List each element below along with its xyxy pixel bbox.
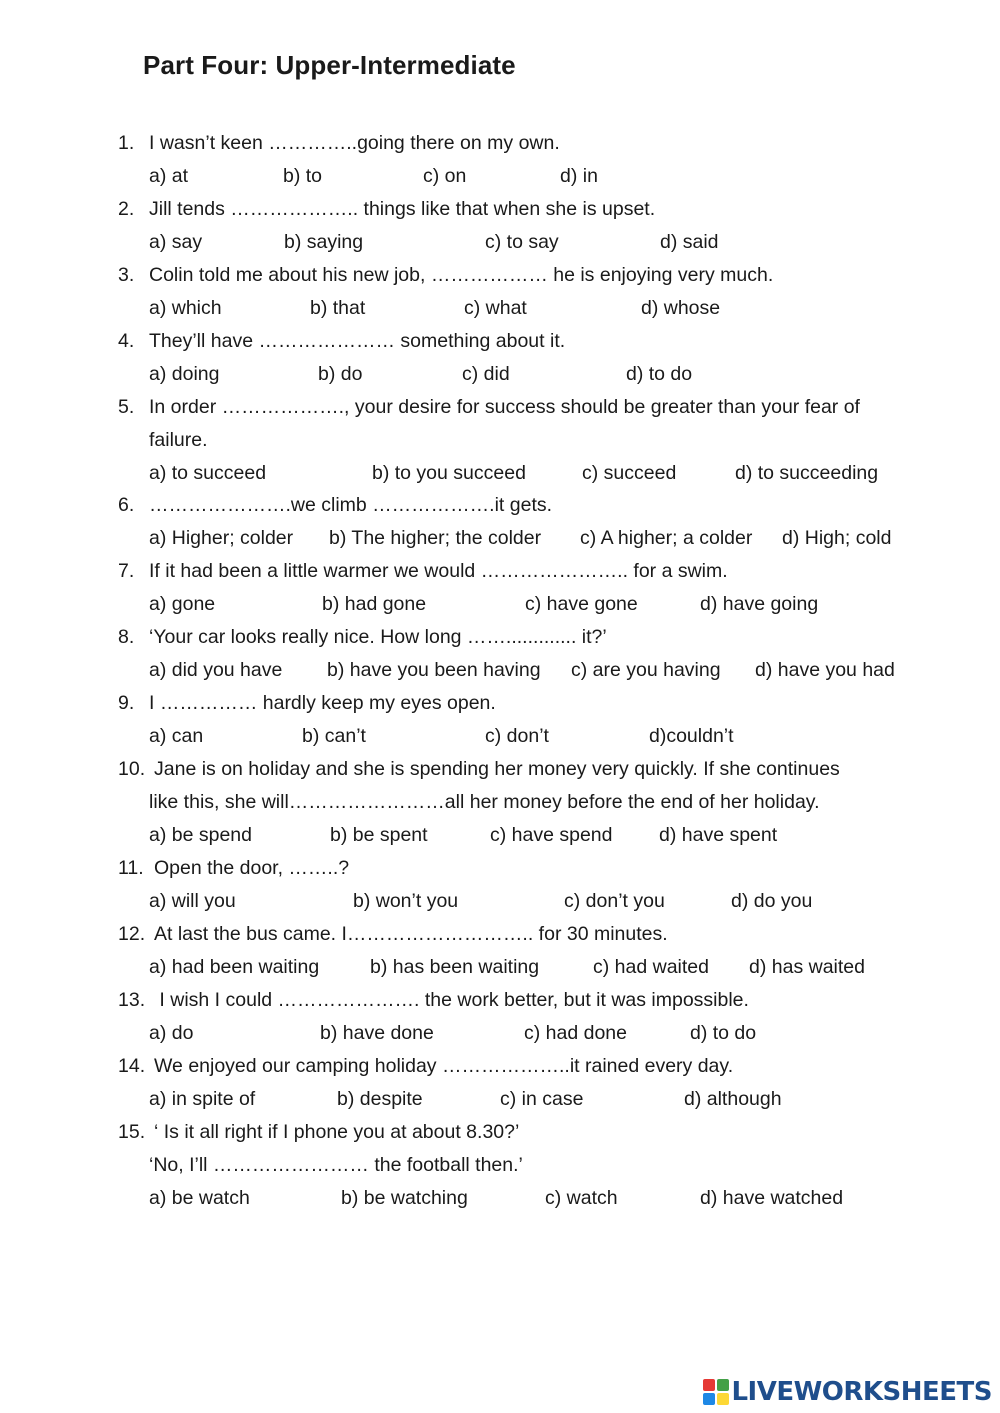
question-12-option-a[interactable]: a) had been waiting [149, 956, 320, 978]
question-2-stem [118, 193, 655, 226]
question-4-option-c[interactable]: c) did [462, 363, 510, 385]
question-6-option-b[interactable]: b) The higher; the colder [329, 527, 542, 549]
question-number: 11. [118, 857, 144, 879]
question-text: At last the bus came. I……………………….. for 30 minutes. [154, 923, 668, 945]
question-13-option-d[interactable]: d) to do [690, 1022, 757, 1044]
question-13-option-b[interactable]: b) have done [320, 1022, 434, 1044]
question-7-option-b[interactable]: b) had gone [322, 593, 427, 615]
question-number: 1. [118, 132, 135, 154]
question-number: 3. [118, 264, 135, 286]
question-15-continuation: ‘No, I’ll …………………… the football then.’ [149, 1154, 523, 1176]
question-number: 13. [118, 989, 146, 1011]
question-8-option-d[interactable]: d) have you had [755, 659, 895, 681]
question-text: Colin told me about his new job, ……………… he is enjoying very much. [149, 264, 774, 286]
question-1-option-a[interactable]: a) at [149, 165, 189, 187]
question-4-option-d[interactable]: d) to do [626, 363, 693, 385]
question-15-option-a[interactable]: a) be watch [149, 1187, 250, 1209]
question-7-stem [118, 555, 728, 588]
question-3-option-c[interactable]: c) what [464, 297, 527, 319]
question-4-option-a[interactable]: a) doing [149, 363, 220, 385]
question-9-option-d[interactable]: d)couldn’t [649, 725, 734, 747]
question-5-option-b[interactable]: b) to you succeed [372, 462, 526, 484]
question-6-stem [118, 489, 552, 522]
question-14-option-c[interactable]: c) in case [500, 1088, 584, 1110]
question-1-option-b[interactable]: b) to [283, 165, 323, 187]
question-14-option-a[interactable]: a) in spite of [149, 1088, 256, 1110]
question-8-option-b[interactable]: b) have you been having [327, 659, 541, 681]
question-text: In order ………………., your desire for success should be greater than your fear of [149, 396, 860, 418]
question-15-stem [118, 1116, 519, 1149]
question-14-option-b[interactable]: b) despite [337, 1088, 423, 1110]
question-9-option-b[interactable]: b) can’t [302, 725, 366, 747]
question-5-option-c[interactable]: c) succeed [582, 462, 677, 484]
question-15-option-d[interactable]: d) have watched [700, 1187, 844, 1209]
question-12-option-c[interactable]: c) had waited [593, 956, 709, 978]
question-number: 6. [118, 494, 135, 516]
question-11-option-d[interactable]: d) do you [731, 890, 813, 912]
question-15-option-b[interactable]: b) be watching [341, 1187, 468, 1209]
question-5-continuation: failure. [149, 429, 208, 451]
question-11-option-c[interactable]: c) don’t you [564, 890, 665, 912]
question-15-option-c[interactable]: c) watch [545, 1187, 618, 1209]
question-number: 14. [118, 1055, 146, 1077]
question-5-stem [118, 391, 860, 424]
question-10-option-c[interactable]: c) have spend [490, 824, 613, 846]
question-13-option-a[interactable]: a) do [149, 1022, 194, 1044]
question-1-option-c[interactable]: c) on [423, 165, 467, 187]
brand-wordmark: LIVEWORKSHEETS [731, 1377, 992, 1407]
liveworksheets-brand [703, 1375, 992, 1409]
question-1-stem [118, 127, 560, 160]
question-text: They’ll have ………………… something about it. [149, 330, 566, 352]
question-3-option-a[interactable]: a) which [149, 297, 222, 319]
question-6-option-a[interactable]: a) Higher; colder [149, 527, 294, 549]
question-13-stem [118, 984, 749, 1017]
question-7-option-a[interactable]: a) gone [149, 593, 216, 615]
question-text: I …………… hardly keep my eyes open. [149, 692, 496, 714]
question-3-stem [118, 259, 773, 292]
question-text: Jane is on holiday and she is spending her money very quickly. If she continues [154, 758, 840, 780]
question-7-option-d[interactable]: d) have going [700, 593, 819, 615]
question-4-option-b[interactable]: b) do [318, 363, 363, 385]
question-4-stem [118, 325, 565, 358]
question-number: 5. [118, 396, 135, 418]
question-2-option-c[interactable]: c) to say [485, 231, 559, 253]
question-8-option-a[interactable]: a) did you have [149, 659, 283, 681]
question-9-option-c[interactable]: c) don’t [485, 725, 549, 747]
question-9-stem [118, 687, 496, 720]
question-text: Open the door, ……..? [154, 857, 350, 879]
question-2-option-d[interactable]: d) said [660, 231, 719, 253]
question-11-option-a[interactable]: a) will you [149, 890, 236, 912]
question-2-option-b[interactable]: b) saying [284, 231, 364, 253]
question-text: I wasn’t keen …………..going there on my own. [149, 132, 560, 154]
question-number: 7. [118, 560, 135, 582]
question-13-option-c[interactable]: c) had done [524, 1022, 627, 1044]
question-5-option-a[interactable]: a) to succeed [149, 462, 267, 484]
question-12-option-b[interactable]: b) has been waiting [370, 956, 540, 978]
question-10-option-b[interactable]: b) be spent [330, 824, 428, 846]
question-6-option-c[interactable]: c) A higher; a colder [580, 527, 753, 549]
question-number: 15. [118, 1121, 146, 1143]
question-text: Jill tends ……………….. things like that when she is upset. [149, 198, 656, 220]
question-9-option-a[interactable]: a) can [149, 725, 204, 747]
question-10-option-d[interactable]: d) have spent [659, 824, 778, 846]
question-12-stem [118, 918, 668, 951]
question-number: 10. [118, 758, 146, 780]
question-3-option-b[interactable]: b) that [310, 297, 366, 319]
question-10-continuation: like this, she will……………………all her money before the end of her holiday. [149, 791, 820, 813]
question-3-option-d[interactable]: d) whose [641, 297, 721, 319]
question-14-option-d[interactable]: d) although [684, 1088, 782, 1110]
question-number: 8. [118, 626, 135, 648]
question-number: 2. [118, 198, 135, 220]
question-text: I wish I could …………………. the work better, but it was impossible. [154, 989, 749, 1011]
question-number: 9. [118, 692, 135, 714]
question-7-option-c[interactable]: c) have gone [525, 593, 638, 615]
question-5-option-d[interactable]: d) to succeeding [735, 462, 879, 484]
page-title: Part Four: Upper-Intermediate [143, 50, 516, 80]
question-12-option-d[interactable]: d) has waited [749, 956, 865, 978]
question-text: ………………….we climb ……………….it gets. [149, 494, 553, 516]
question-text: If it had been a little warmer we would ………………….. for a swim. [149, 560, 728, 582]
question-6-option-d[interactable]: d) High; cold [782, 527, 892, 549]
question-text: ‘Your car looks really nice. How long ……............. it?’ [149, 626, 607, 648]
question-1-option-d[interactable]: d) in [560, 165, 598, 187]
question-2-option-a[interactable]: a) say [149, 231, 203, 253]
question-10-stem [118, 753, 840, 786]
question-number: 12. [118, 923, 146, 945]
question-text: We enjoyed our camping holiday ………………..it rained every day. [154, 1055, 734, 1077]
liveworksheets-logo-icon [703, 1379, 729, 1405]
question-text: ‘ Is it all right if I phone you at about 8.30?’ [154, 1121, 520, 1143]
question-8-option-c[interactable]: c) are you having [571, 659, 721, 681]
question-11-option-b[interactable]: b) won’t you [353, 890, 459, 912]
question-11-stem [118, 852, 349, 885]
question-number: 4. [118, 330, 135, 352]
question-10-option-a[interactable]: a) be spend [149, 824, 252, 846]
question-14-stem [118, 1050, 733, 1083]
question-8-stem [118, 621, 607, 654]
